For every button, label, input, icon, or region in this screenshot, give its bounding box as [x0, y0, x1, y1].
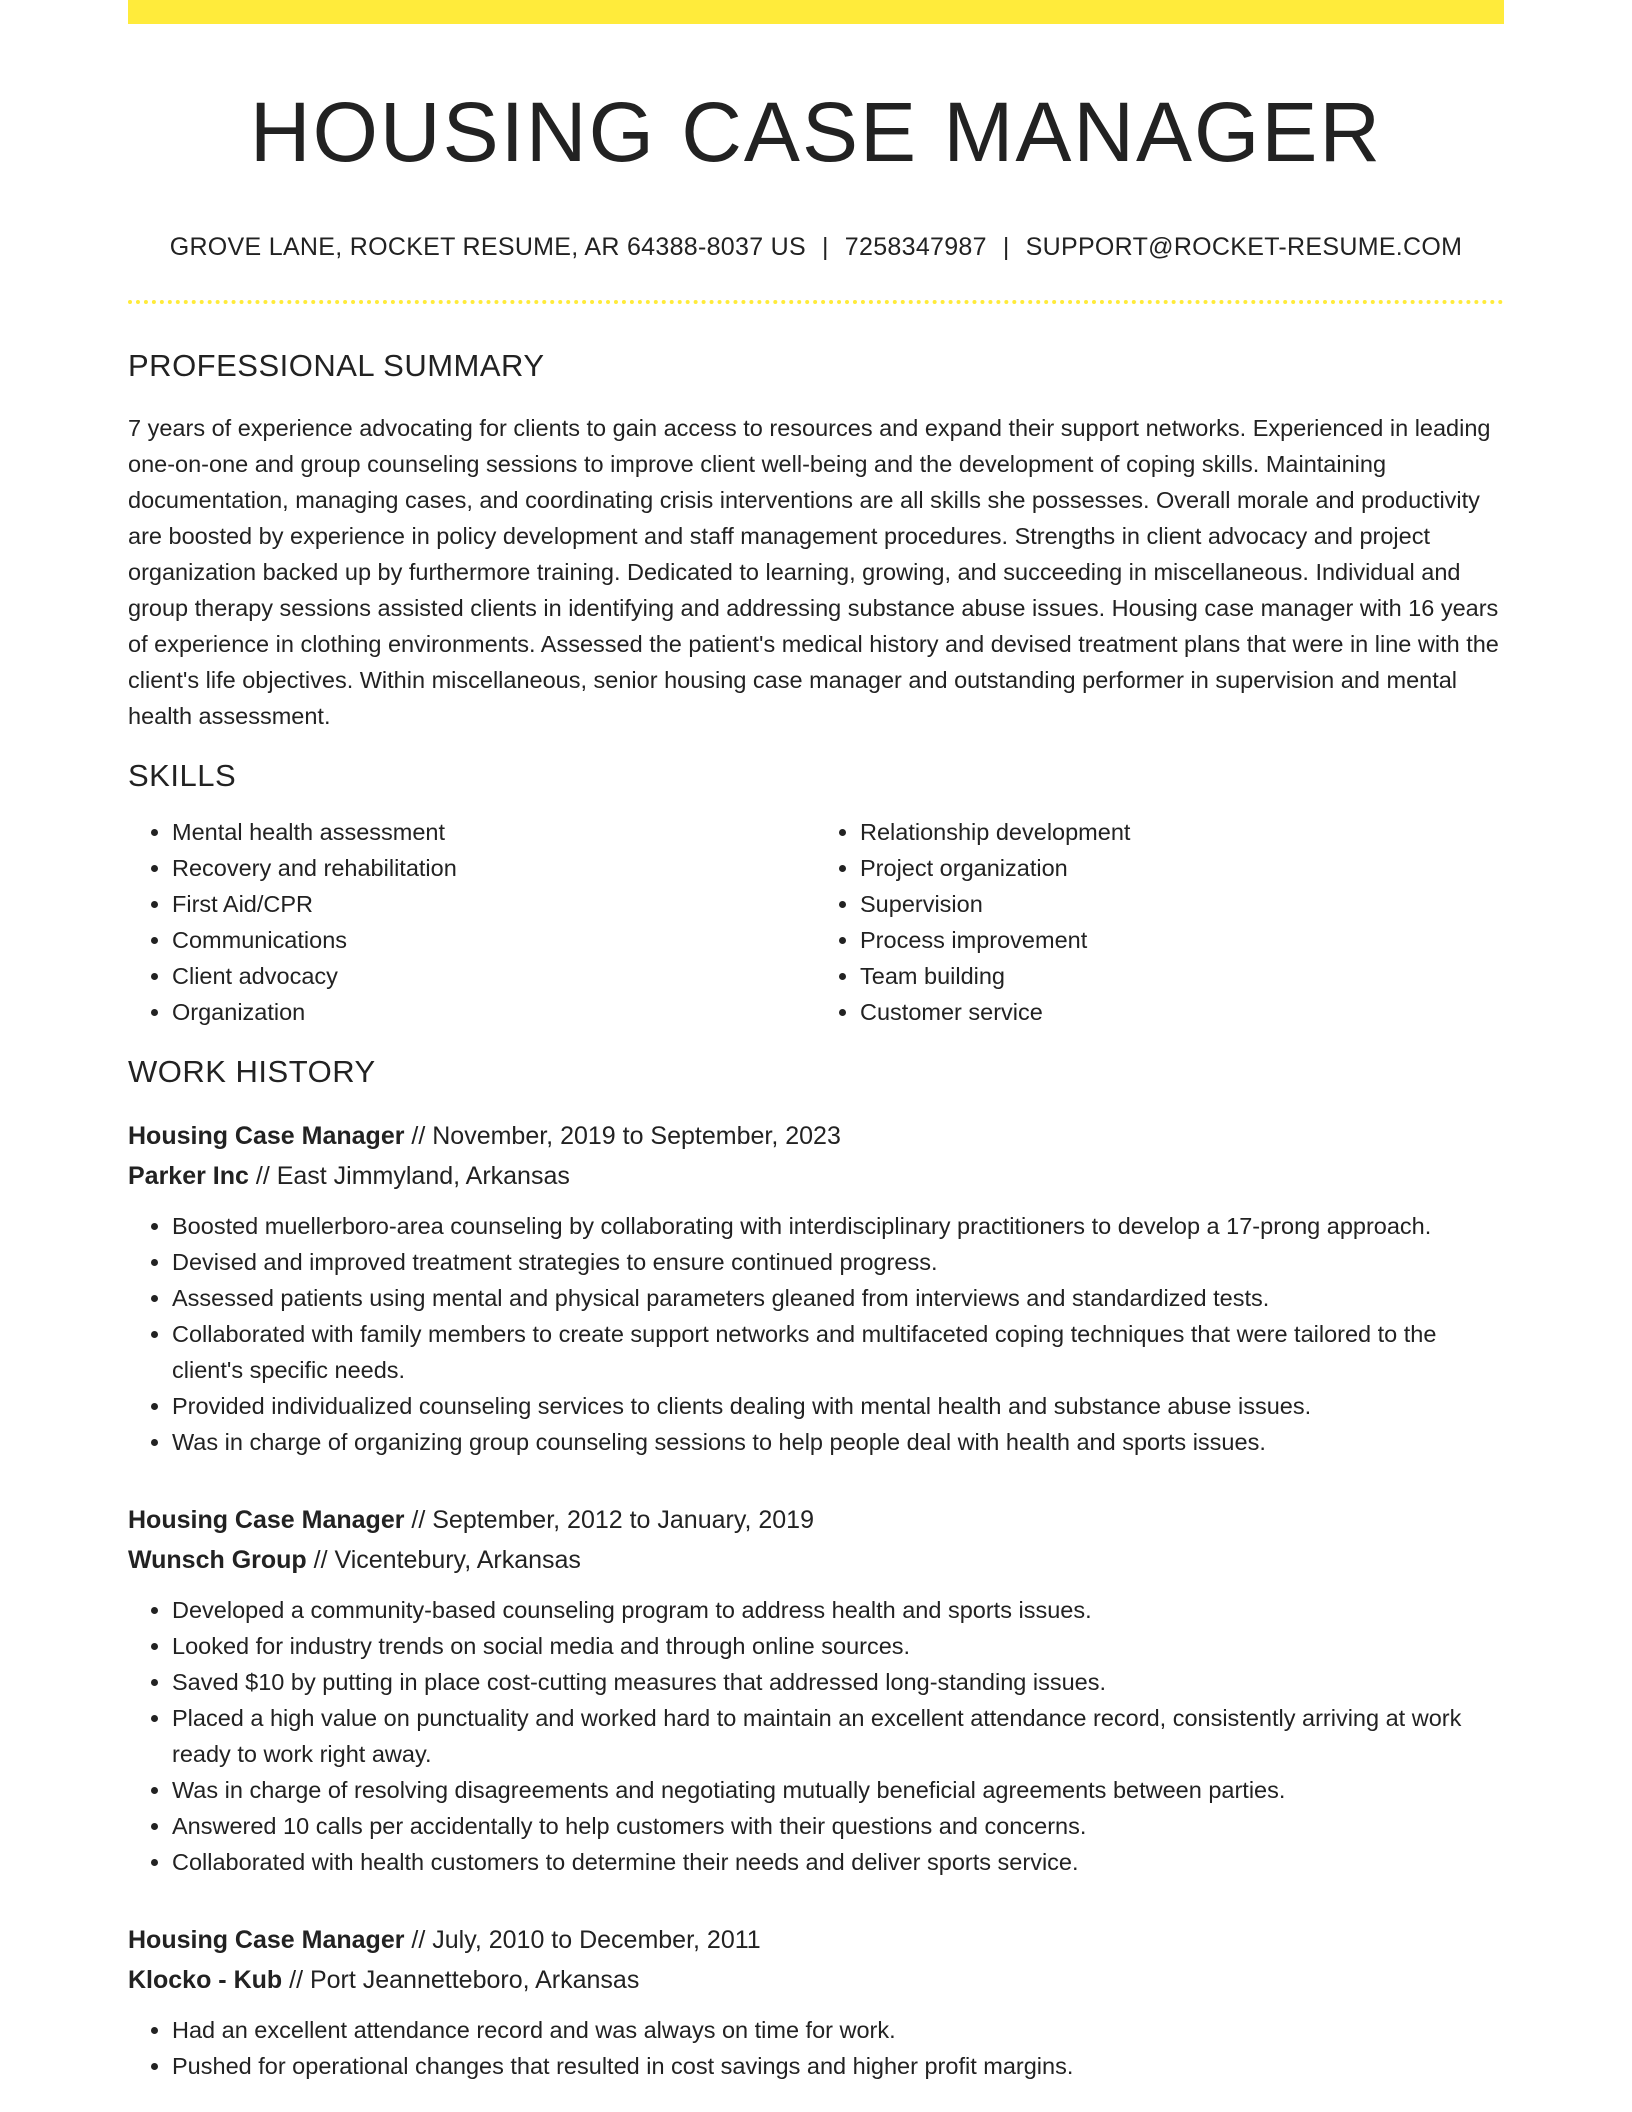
skill-item: • First Aid/CPR	[172, 886, 816, 922]
job-title: Housing Case Manager	[128, 1505, 405, 1534]
job-bullets	[128, 1592, 1504, 1880]
job-bullet: • Boosted muellerboro-area counseling by collaborating with interdisciplinary practitioners to develop a 17-prong approach.	[172, 1208, 1504, 1244]
job-title: Housing Case Manager	[128, 1925, 405, 1954]
job-bullet: • Was in charge of organizing group counseling sessions to help people deal with health and sports issues.	[172, 1424, 1504, 1460]
job-bullet: • Placed a high value on punctuality and worked hard to maintain an excellent attendance record, consistently arriving at work ready to work right away.	[172, 1700, 1504, 1772]
job-bullet: • Provided individualized counseling services to clients dealing with mental health and substance abuse issues.	[172, 1388, 1504, 1424]
job-title-line	[128, 1500, 1504, 1540]
contact-address: GROVE LANE, ROCKET RESUME, AR 64388-8037 US	[169, 232, 806, 261]
job-bullets	[128, 1208, 1504, 1460]
skill-item: • Relationship development	[860, 814, 1504, 850]
job-title-line	[128, 1116, 1504, 1156]
job-bullet: • Devised and improved treatment strategies to ensure continued progress.	[172, 1244, 1504, 1280]
skill-item: • Organization	[172, 994, 816, 1030]
contact-separator: |	[1002, 232, 1010, 261]
job-location: // East Jimmyland, Arkansas	[248, 1161, 570, 1190]
job-dates: // September, 2012 to January, 2019	[404, 1505, 814, 1534]
accent-bar	[128, 0, 1504, 24]
contact-email: SUPPORT@ROCKET-RESUME.COM	[1025, 232, 1463, 261]
job-bullet: • Looked for industry trends on social media and through online sources.	[172, 1628, 1504, 1664]
skills-column-right	[816, 814, 1504, 1030]
job-company: Wunsch Group	[128, 1545, 307, 1574]
job-company-line	[128, 1540, 1504, 1580]
job-bullet: • Was in charge of resolving disagreements and negotiating mutually beneficial agreements between parties.	[172, 1772, 1504, 1808]
job-entry	[128, 1500, 1504, 1880]
job-location: // Port Jeannetteboro, Arkansas	[282, 1965, 640, 1994]
job-bullets	[128, 2012, 1504, 2084]
job-bullet: • Answered 10 calls per accidentally to help customers with their questions and concerns.	[172, 1808, 1504, 1844]
skill-item: • Client advocacy	[172, 958, 816, 994]
skill-item: • Process improvement	[860, 922, 1504, 958]
skills-column-left	[128, 814, 816, 1030]
skill-item: • Project organization	[860, 850, 1504, 886]
job-bullet: • Saved $10 by putting in place cost-cutting measures that addressed long-standing issues.	[172, 1664, 1504, 1700]
job-bullet: • Collaborated with health customers to determine their needs and deliver sports service.	[172, 1844, 1504, 1880]
job-company-line	[128, 1960, 1504, 2000]
job-location: // Vicentebury, Arkansas	[306, 1545, 581, 1574]
work-history-heading: WORK HISTORY	[128, 1053, 376, 1089]
job-company: Klocko - Kub	[128, 1965, 283, 1994]
skill-item: • Customer service	[860, 994, 1504, 1030]
resume-title: HOUSING CASE MANAGER	[249, 85, 1383, 179]
contact-phone: 7258347987	[844, 232, 987, 261]
skills-list	[128, 814, 1504, 1030]
job-dates: // November, 2019 to September, 2023	[404, 1121, 841, 1150]
contact-separator: |	[822, 232, 829, 261]
job-bullet: • Had an excellent attendance record and was always on time for work.	[172, 2012, 1504, 2048]
job-bullet: • Collaborated with family members to create support networks and multifaceted coping techniques that were tailored to the client's specific needs.	[172, 1316, 1504, 1388]
skill-item: • Communications	[172, 922, 816, 958]
dotted-divider	[128, 300, 1504, 304]
summary-heading: PROFESSIONAL SUMMARY	[128, 347, 545, 383]
job-company: Parker Inc	[128, 1161, 249, 1190]
job-dates: // July, 2010 to December, 2011	[404, 1925, 761, 1954]
job-title-line	[128, 1920, 1504, 1960]
job-bullet: • Assessed patients using mental and physical parameters gleaned from interviews and standardized tests.	[172, 1280, 1504, 1316]
contact-line	[128, 233, 1504, 262]
job-title: Housing Case Manager	[128, 1121, 405, 1150]
skill-item: • Supervision	[860, 886, 1504, 922]
job-company-line	[128, 1156, 1504, 1196]
skill-item: • Recovery and rehabilitation	[172, 850, 816, 886]
job-entry	[128, 1116, 1504, 1460]
job-bullet: • Developed a community-based counseling program to address health and sports issues.	[172, 1592, 1504, 1628]
job-entry	[128, 1920, 1504, 2084]
resume-page	[128, 0, 1504, 2084]
skills-heading: SKILLS	[128, 757, 237, 793]
skill-item: • Mental health assessment	[172, 814, 816, 850]
skill-item: • Team building	[860, 958, 1504, 994]
summary-text: 7 years of experience advocating for clients to gain access to resources and expand their support networks. Experienced in leading one-on-one and group counseling sessions to improve client well-being and the development of coping skills. Maintaining documentation, managing cases, and coordinating crisis interventions are all skills she possesses. Overall morale and productivity are boosted by experience in policy development and staff management procedures. Strengths in client advocacy and project organization backed up by furthermore training. Dedicated to learning, growing, and succeeding in miscellaneous. Individual and group therapy sessions assisted clients in identifying and addressing substance abuse issues. Housing case manager with 16 years of experience in clothing environments. Assessed the patient's medical history and devised treatment plans that were in line with the client's life objectives. Within miscellaneous, senior housing case manager and outstanding performer in supervision and mental health assessment.	[128, 414, 1499, 729]
job-bullet: • Pushed for operational changes that resulted in cost savings and higher profit margins.	[172, 2048, 1504, 2084]
